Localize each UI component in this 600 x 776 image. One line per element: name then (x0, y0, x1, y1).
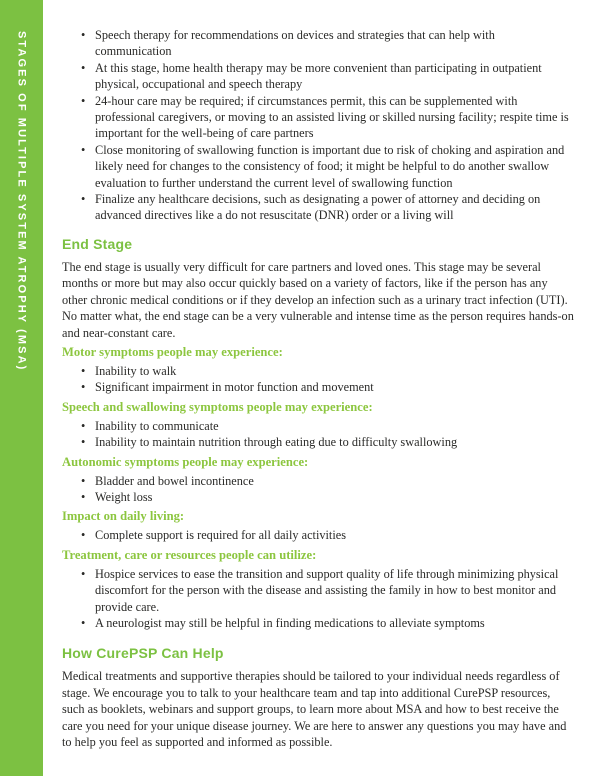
autonomic-symptoms-list (62, 473, 574, 506)
sidebar-tab (0, 0, 43, 776)
treatment-care-resources-list (62, 566, 574, 632)
how-curepsp-can-help-paragraph: Medical treatments and supportive therapies should be tailored to your individual needs regardless of stage. We encourage you to talk to your healthcare team and tap into additional CurePSP resources, such as booklets, webinars and support groups, to learn more about MSA and how to best receive the care you need for your unique disease journey. We are here to answer any questions you may have and to help you feel as supported and informed as possible. (62, 669, 567, 749)
list-item: • Weight loss (62, 489, 574, 505)
list-item: • A neurologist may still be helpful in finding medications to alleviate symptoms (62, 615, 574, 631)
list-item: • 24-hour care may be required; if circumstances permit, this can be supplemented with professional caregivers, or moving to an assisted living or skilled nursing facility; respite time is important for the well-being of care partners (62, 93, 574, 142)
subhead-autonomic-symptoms: Autonomic symptoms people may experience: (62, 454, 309, 469)
subhead-motor-symptoms: Motor symptoms people may experience: (62, 344, 283, 359)
section-heading-how-curepsp-can-help: How CurePSP Can Help (62, 645, 224, 662)
page-content (62, 0, 574, 753)
end-stage-paragraph: The end stage is usually very difficult for care partners and loved ones. This stage may be several months or more but may also occur quickly based on a variety of factors, like if the person has any other chronic medical conditions or if they develop an infection such as a urinary tract infection (UTI). No matter what, the end stage can be a very vulnerable and intense time as the person requires hands-on and near-constant care. (62, 259, 574, 340)
late-stage-care-list (62, 27, 574, 224)
list-item: • Speech therapy for recommendations on devices and strategies that can help with communication (62, 27, 574, 60)
list-item: • Significant impairment in motor function and movement (62, 379, 574, 395)
sidebar-vertical-label: STAGES OF MULTIPLE SYSTEM ATROPHY (MSA) (15, 31, 28, 372)
list-item: • Inability to maintain nutrition through eating due to difficulty swallowing (62, 434, 574, 450)
list-item: • Hospice services to ease the transition and support quality of life through minimizing physical discomfort for the person with the disease and assisting the family in how to best monitor and provide care. (62, 566, 574, 615)
list-item: • Finalize any healthcare decisions, such as designating a power of attorney and deciding on advanced directives like a do not resuscitate (DNR) order or a living will (62, 191, 574, 224)
list-item: • Complete support is required for all daily activities (62, 527, 574, 543)
list-item: • Close monitoring of swallowing function is important due to risk of choking and aspiration and likely need for changes to the consistency of food; it might be helpful to do another swallow evaluation to further understand the current level of swallowing function (62, 142, 574, 191)
subhead-speech-swallowing-symptoms: Speech and swallowing symptoms people may experience: (62, 399, 373, 414)
impact-daily-living-list (62, 527, 574, 543)
speech-swallowing-symptoms-list (62, 418, 574, 451)
list-item: • Bladder and bowel incontinence (62, 473, 574, 489)
list-item: • Inability to walk (62, 363, 574, 379)
list-item: • Inability to communicate (62, 418, 574, 434)
section-heading-end-stage: End Stage (62, 235, 133, 252)
subhead-treatment-care-resources: Treatment, care or resources people can utilize: (62, 547, 317, 562)
motor-symptoms-list (62, 363, 574, 396)
subhead-impact-daily-living: Impact on daily living: (62, 509, 185, 524)
list-item: • At this stage, home health therapy may be more convenient than participating in outpatient physical, occupational and speech therapy (62, 60, 574, 93)
